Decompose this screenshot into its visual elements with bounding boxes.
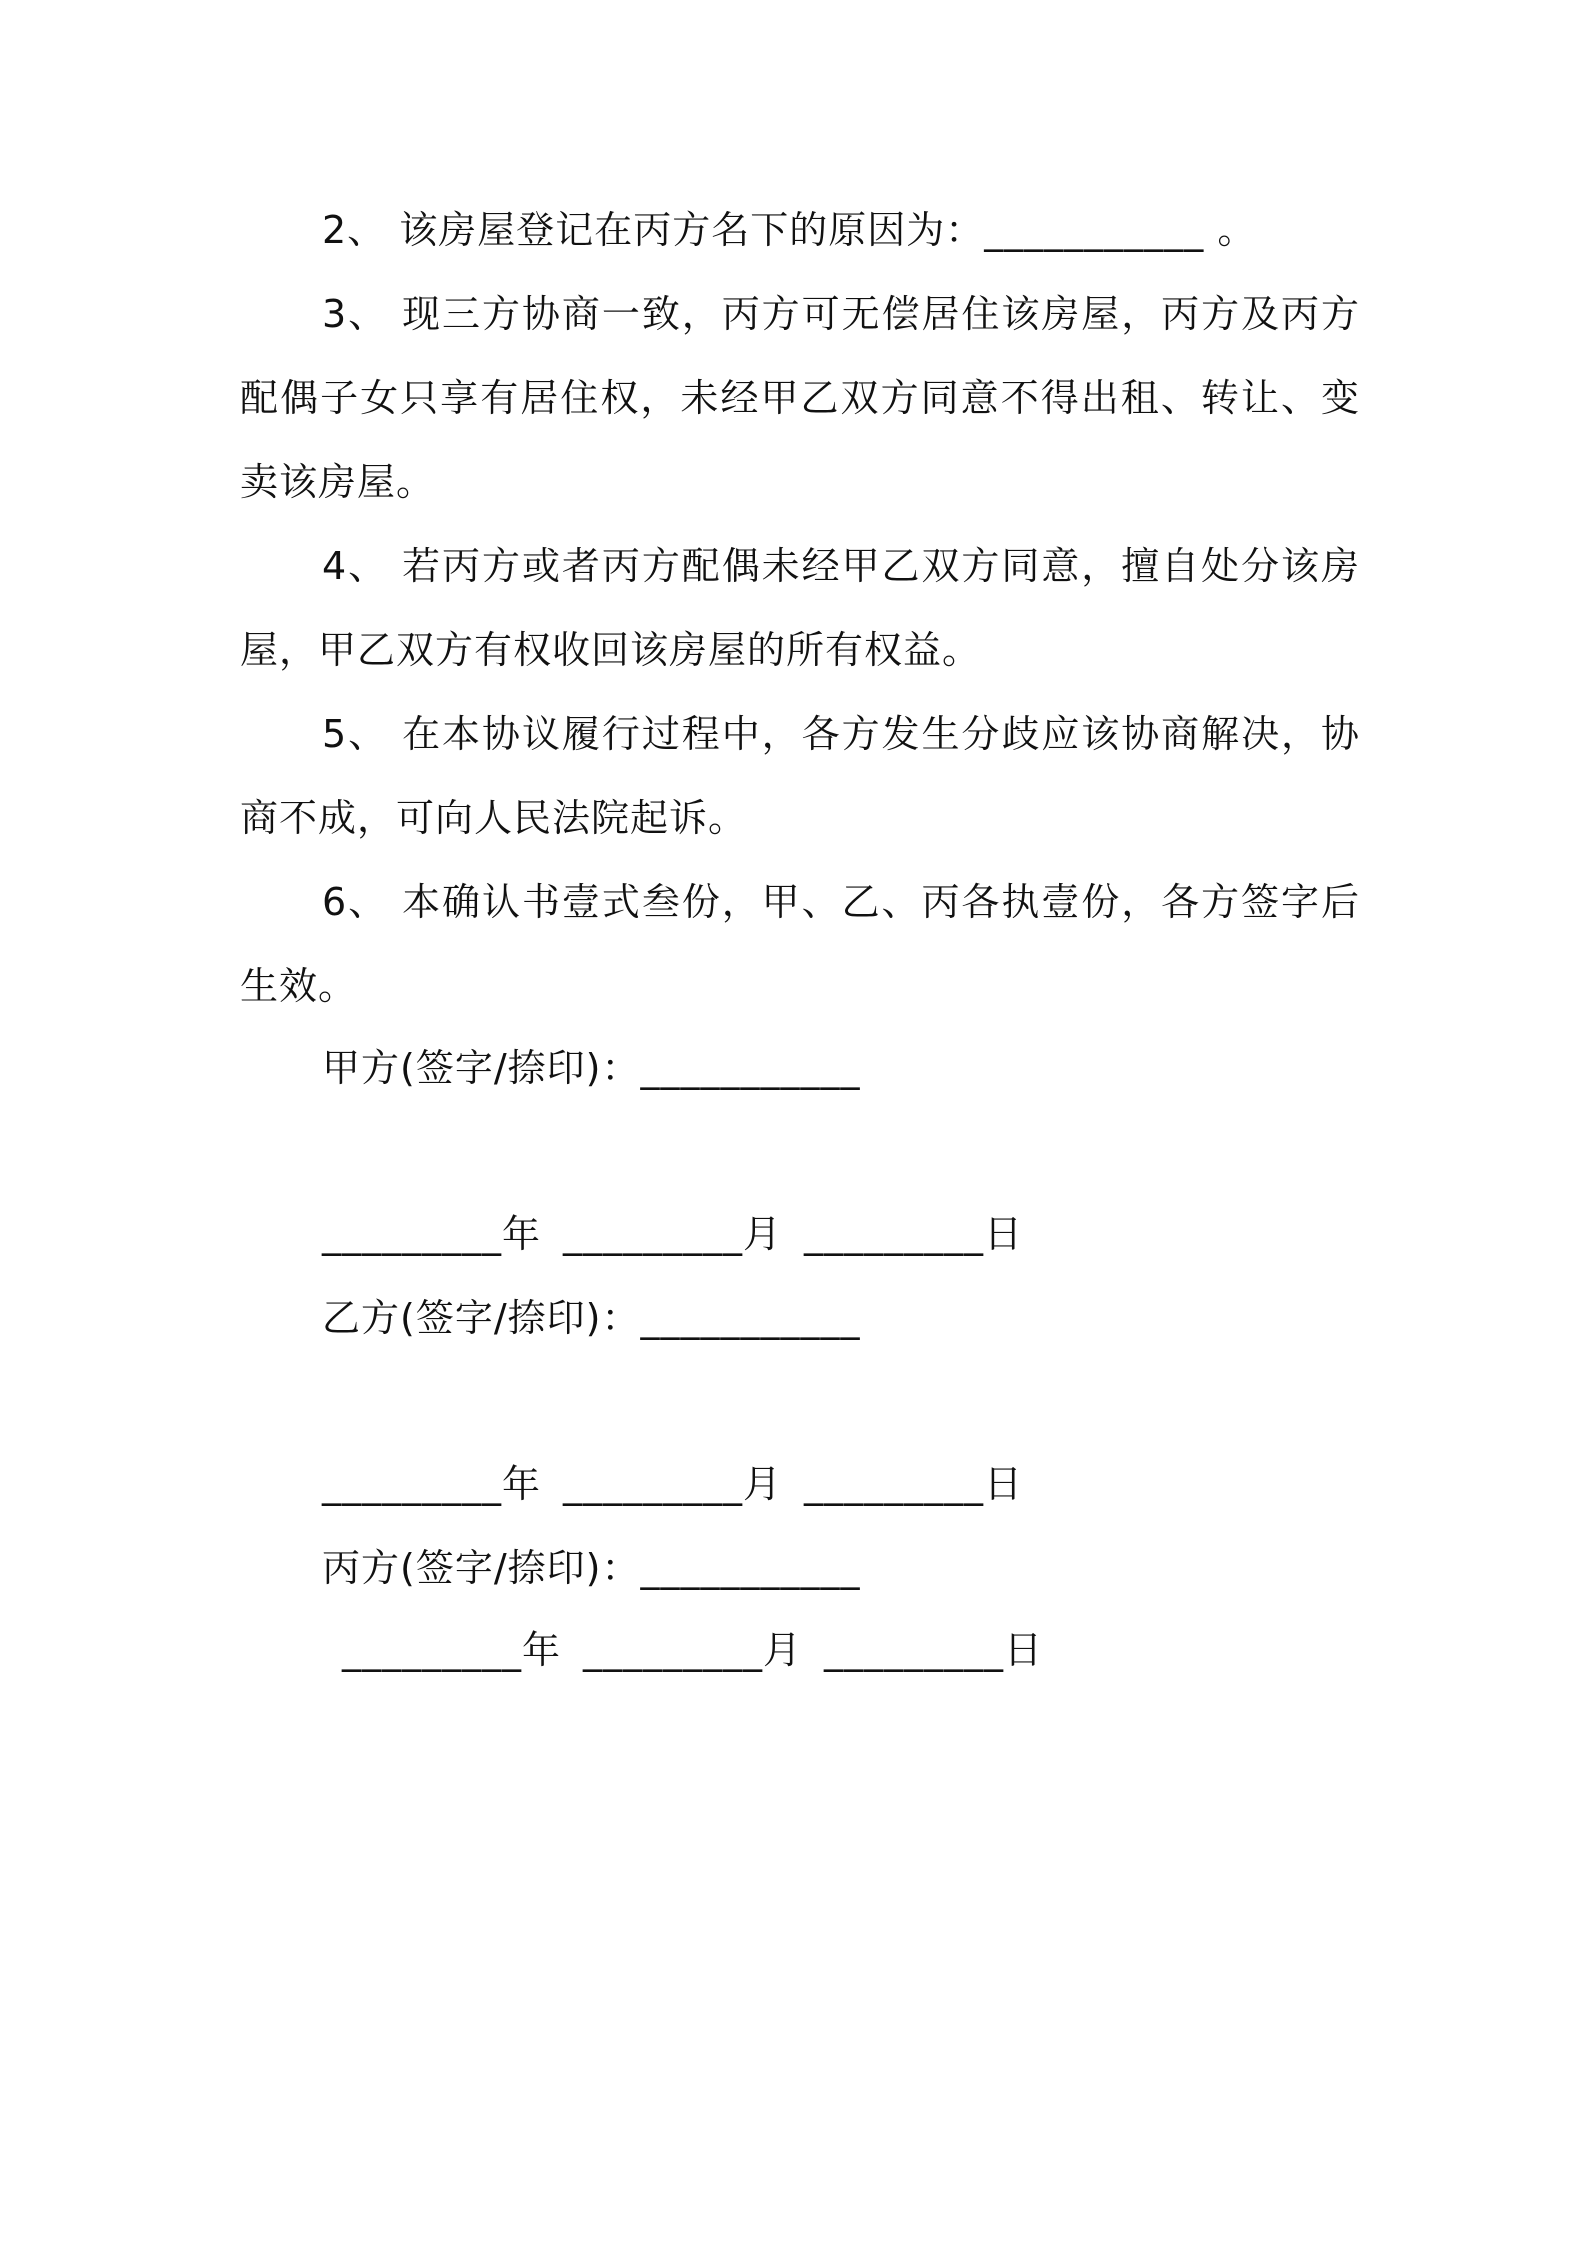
month-label: 月 <box>743 1212 783 1256</box>
year-blank: _________ <box>322 1212 502 1256</box>
year-label: 年 <box>522 1628 562 1672</box>
month-label: 月 <box>763 1628 803 1672</box>
month-blank: _________ <box>563 1462 744 1506</box>
party-a-signature-line: 甲方(签字/捺印)：___________ <box>322 1046 861 1090</box>
day-blank: _________ <box>824 1628 1005 1672</box>
day-label: 日 <box>1004 1628 1044 1672</box>
year-blank: _________ <box>342 1628 522 1672</box>
year-label: 年 <box>502 1212 542 1256</box>
party-c-signature-line: 丙方(签字/捺印)：___________ <box>322 1546 861 1590</box>
clause-5: 5、 在本协议履行过程中，各方发生分歧应该协商解决，协商不成，可向人民法院起诉。 <box>240 712 1360 840</box>
day-blank: _________ <box>804 1462 985 1506</box>
month-blank: _________ <box>563 1212 744 1256</box>
party-c-date-line <box>342 1620 1043 1680</box>
month-label: 月 <box>743 1462 783 1506</box>
year-blank: _________ <box>322 1462 502 1506</box>
clause-6: 6、 本确认书壹式叁份，甲、乙、丙各执壹份，各方签字后生效。 <box>240 880 1360 1008</box>
party-b-signature-line: 乙方(签字/捺印)：___________ <box>322 1296 861 1340</box>
day-label: 日 <box>984 1212 1024 1256</box>
party-a-date-line <box>322 1204 1023 1264</box>
day-label: 日 <box>984 1462 1024 1506</box>
party-b-date-line <box>322 1454 1023 1514</box>
year-label: 年 <box>502 1462 542 1506</box>
clause-4: 4、 若丙方或者丙方配偶未经甲乙双方同意，擅自处分该房屋，甲乙双方有权收回该房屋的所有权益。 <box>240 544 1360 672</box>
clause-3: 3、 现三方协商一致，丙方可无偿居住该房屋，丙方及丙方配偶子女只享有居住权，未经甲乙双方同意不得出租、转让、变卖该房屋。 <box>240 292 1360 504</box>
month-blank: _________ <box>583 1628 764 1672</box>
clause-2: 2、 该房屋登记在丙方名下的原因为：___________ 。 <box>322 208 1257 252</box>
day-blank: _________ <box>804 1212 985 1256</box>
